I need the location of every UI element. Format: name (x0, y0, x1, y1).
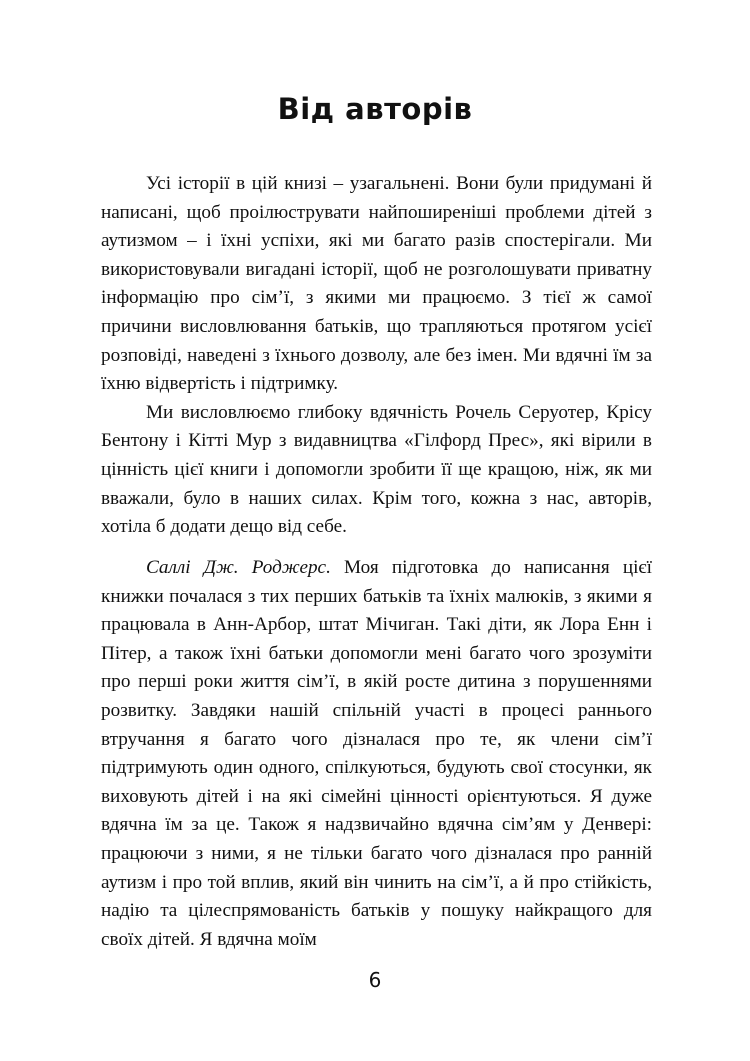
intro-paragraph-1: Усі історії в цій книзі – узагальнені. Вони були придумані й написані, щоб проілюструвати найпоширеніші проблеми дітей з аутизмом – і їхні успіхи, які ми багато разів спостерігали. Ми використовували вигадані історії, щоб не розголошувати приватну інформацію про сім’ї, з якими ми працюємо. З тієї ж самої причини висловлювання батьків, що трапляються протягом усієї розповіді, наведені з їхнього дозволу, але без імен. Ми вдячні їм за їхню відвертість і підтримку. (101, 173, 652, 395)
rogers-text: Моя підготовка до написання цієї книжки почалася з тих перших батьків та їхніх малюків, з якими я працювала в Анн-Арбор, штат Мічиган. Такі діти, як Лора Енн і Пітер, а також їхні батьки допомогли мені багато чого зрозуміти про перші роки життя сім’ї, в якій росте дитина з порушеннями розвитку. Завдяки нашій спільній участі в процесі раннього втручання я багато чого дізналася про те, як члени сім’ї підтримують один одного, спілкуються, будують свої стосунки, як виховують дітей і на які сімейні цінності орієнтуються. Я дуже вдячна їм за це. Також я надзвичайно вдячна сім’ям у Денвері: працюючи з ними, я не тільки багато чого дізналася про ранній аутизм і про той вплив, який він чинить на сім’ї, а й про стійкість, надію та цілеспрямованість батьків у пошуку найкращого для своїх дітей. Я вдячна моїм (101, 557, 652, 950)
page-number: 6 (368, 968, 382, 992)
intro-section (101, 170, 652, 542)
rogers-paragraph (101, 554, 652, 954)
rogers-section (101, 554, 652, 954)
page-title: Від авторів (277, 92, 473, 126)
rogers-author-name: Саллі Дж. Роджерс. (146, 557, 331, 578)
intro-paragraph-2: Ми висловлюємо глибоку вдячність Рочель Серуотер, Крісу Бентону і Кітті Мур з видавництва «Гілфорд Прес», які вірили в цінність цієї книги і допомогли зробити її ще кращою, ніж, як ми вважали, було в наших силах. Крім того, кожна з нас, авторів, хотіла б додати дещо від себе. (101, 401, 652, 538)
